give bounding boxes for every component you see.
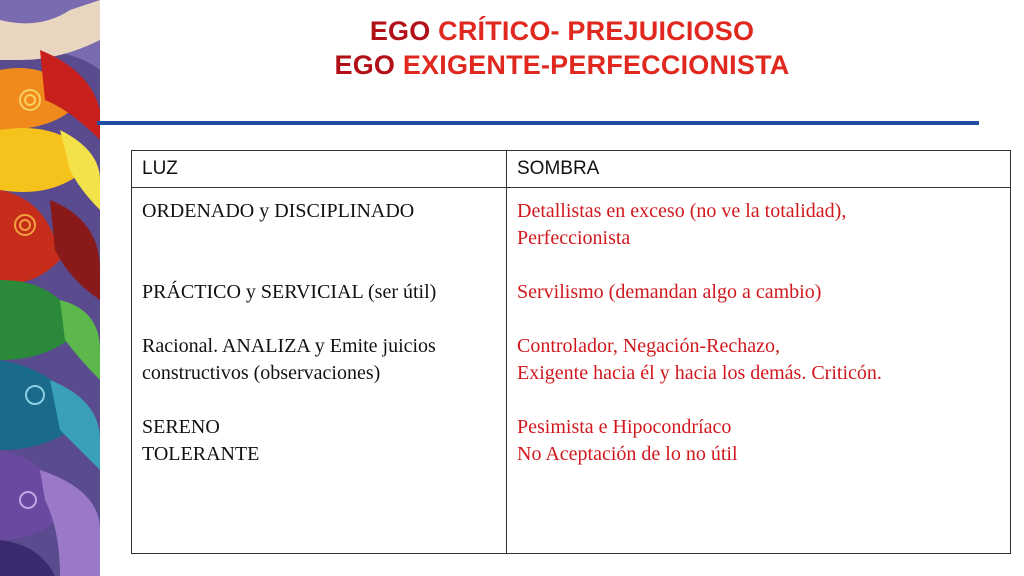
title-ego-word: EGO — [369, 16, 431, 46]
title-rest-text: CRÍTICO- PREJUICIOSO — [438, 16, 755, 46]
decorative-mandala-art — [0, 0, 100, 576]
table-body-row — [132, 188, 1011, 554]
sombra-cell — [507, 188, 1011, 554]
header-luz: LUZ — [132, 151, 507, 188]
title-line-1 — [100, 14, 1024, 48]
sombra-item: Detallistas en exceso (no ve la totalidad), — [517, 200, 847, 222]
table-header-row — [132, 151, 1011, 188]
luz-item: constructivos (observaciones) — [142, 362, 381, 384]
luz-item: PRÁCTICO y SERVICIAL (ser útil) — [142, 281, 437, 303]
sombra-item: No Aceptación de lo no útil — [517, 443, 738, 465]
sombra-item: Perfeccionista — [517, 227, 631, 249]
sombra-item: Exigente hacia él y hacia los demás. Criticón. — [517, 362, 882, 384]
title-divider — [97, 121, 979, 125]
luz-item: Racional. ANALIZA y Emite juicios — [142, 335, 436, 357]
title-rest-text: EXIGENTE-PERFECCIONISTA — [402, 50, 790, 80]
sombra-item: Pesimista e Hipocondríaco — [517, 416, 732, 438]
title-line-2 — [100, 48, 1024, 82]
sombra-item: Servilismo (demandan algo a cambio) — [517, 281, 822, 303]
luz-item: ORDENADO y DISCIPLINADO — [142, 200, 415, 222]
header-sombra: SOMBRA — [507, 151, 1011, 188]
title-ego-word: EGO — [334, 50, 396, 80]
sombra-item: Controlador, Negación-Rechazo, — [517, 335, 780, 357]
luz-cell — [132, 188, 507, 554]
luz-item: SERENO — [142, 416, 220, 438]
slide-title — [100, 14, 1024, 82]
luz-sombra-table — [131, 150, 1011, 554]
luz-item: TOLERANTE — [142, 443, 260, 465]
